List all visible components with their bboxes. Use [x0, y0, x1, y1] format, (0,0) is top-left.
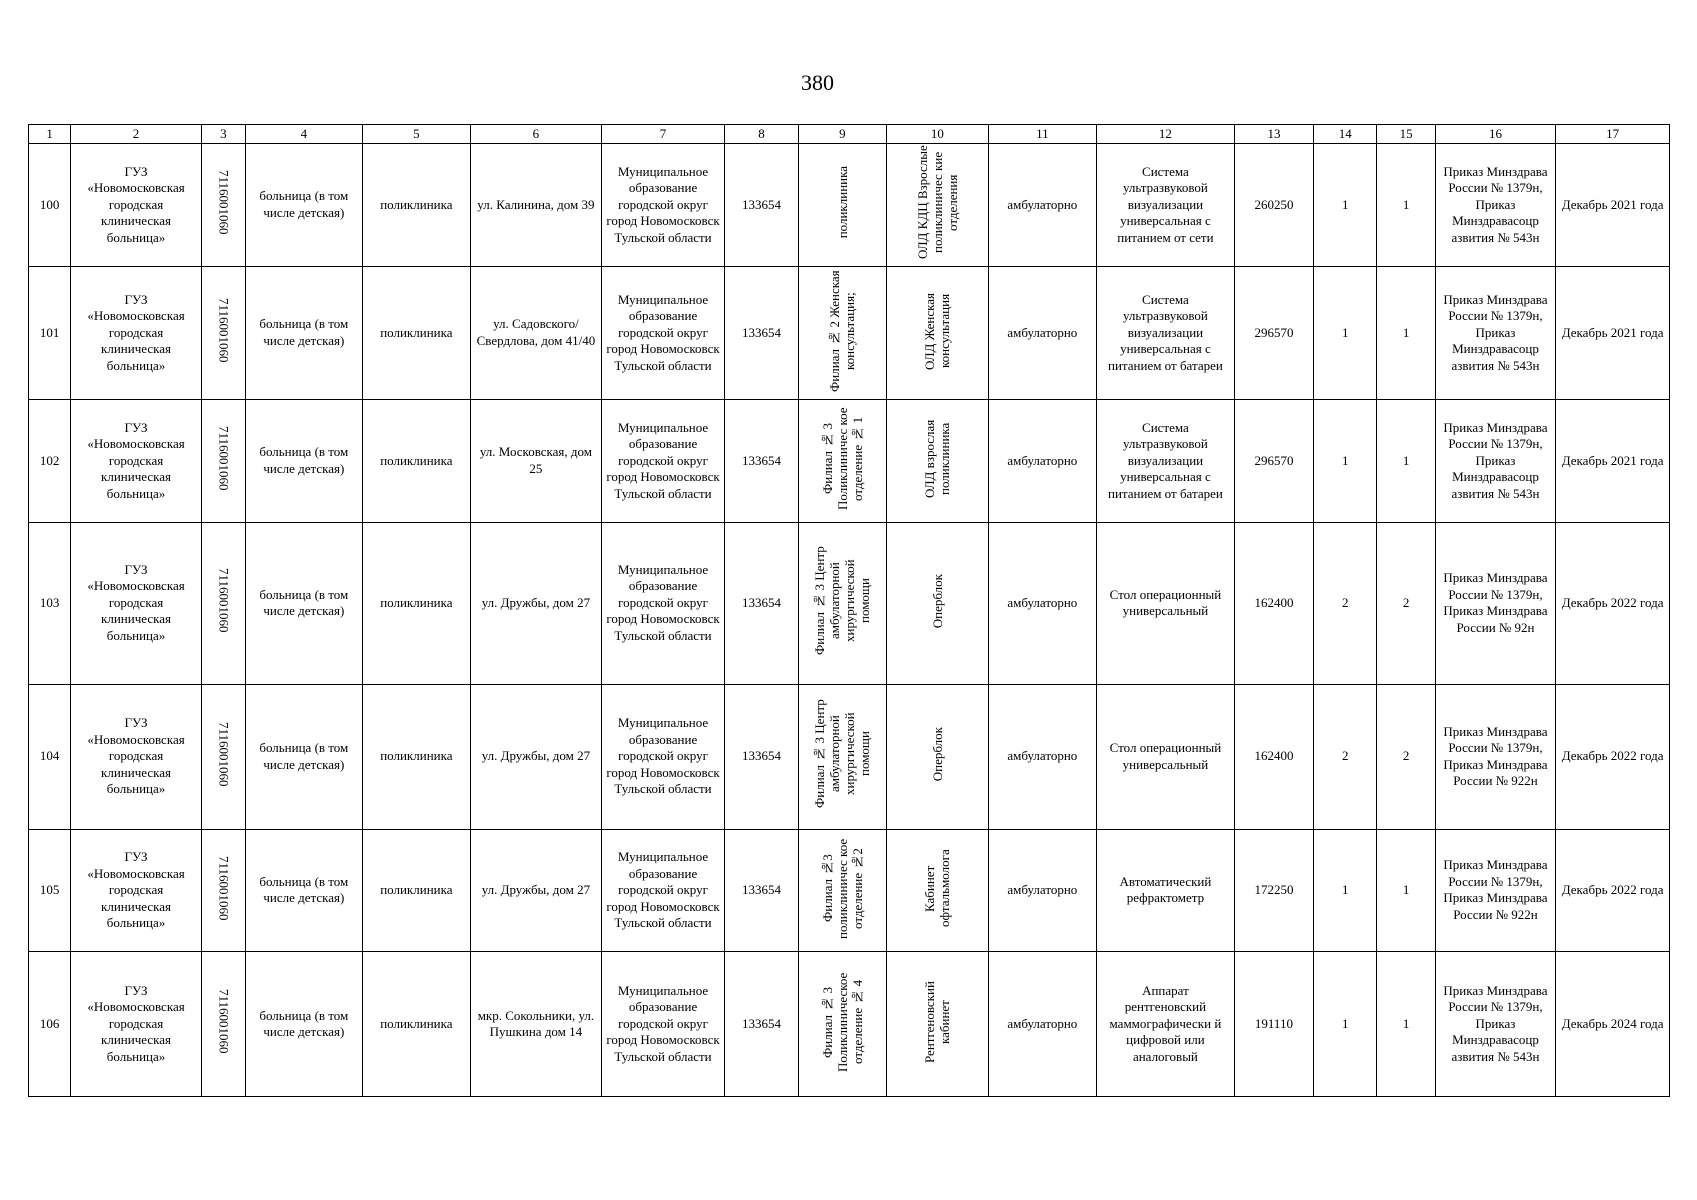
equipment-name: Система ультразвуковой визуализации универсальная с питанием от сети	[1097, 144, 1235, 267]
row-number: 100	[29, 144, 71, 267]
equipment-code: 172250	[1234, 829, 1313, 952]
care-form: амбулаторно	[988, 144, 1097, 267]
equipment-code: 260250	[1234, 144, 1313, 267]
quantity-required: 1	[1314, 144, 1377, 267]
care-form: амбулаторно	[988, 684, 1097, 829]
table-row	[29, 522, 1670, 684]
municipality: Муниципальное образование городской округ город Новомосковск Тульской области	[601, 952, 725, 1097]
column-header: 15	[1377, 125, 1435, 144]
department-name: ОЛД КДЦ Взрослые поликлиничес кие отделения	[914, 145, 960, 260]
oktmo-code: 133654	[725, 144, 798, 267]
equipment-code: 162400	[1234, 684, 1313, 829]
inn-code: 7116001060	[216, 989, 232, 1055]
column-header: 1	[29, 125, 71, 144]
column-header: 14	[1314, 125, 1377, 144]
inn-cell	[201, 400, 245, 523]
care-form: амбулаторно	[988, 952, 1097, 1097]
municipality: Муниципальное образование городской округ город Новомосковск Тульской области	[601, 144, 725, 267]
organization-type: больница (в том числе детская)	[246, 266, 363, 400]
table-row	[29, 952, 1670, 1097]
care-form: амбулаторно	[988, 266, 1097, 400]
municipality: Муниципальное образование городской округ город Новомосковск Тульской области	[601, 266, 725, 400]
branch-name: Филиал №3 поликлиничес кое отделение №2	[819, 837, 865, 939]
quantity-required: 2	[1314, 684, 1377, 829]
equipment-code: 191110	[1234, 952, 1313, 1097]
quantity-planned: 2	[1377, 522, 1435, 684]
inn-cell	[201, 144, 245, 267]
regulation-order: Приказ Минздрава России № 1379н, Приказ Минздравасоцр азвития № 543н	[1435, 952, 1556, 1097]
deadline-date: Декабрь 2022 года	[1556, 522, 1670, 684]
quantity-planned: 2	[1377, 684, 1435, 829]
column-number-row	[29, 125, 1670, 144]
subdivision-type: поликлиника	[362, 829, 471, 952]
column-header: 5	[362, 125, 471, 144]
inn-code: 7116001060	[216, 298, 232, 363]
deadline-date: Декабрь 2021 года	[1556, 266, 1670, 400]
quantity-planned: 1	[1377, 952, 1435, 1097]
organization-type: больница (в том числе детская)	[246, 684, 363, 829]
department-cell	[887, 144, 988, 267]
column-header: 9	[798, 125, 886, 144]
organization-type: больница (в том числе детская)	[246, 144, 363, 267]
deadline-date: Декабрь 2022 года	[1556, 684, 1670, 829]
row-number: 102	[29, 400, 71, 523]
branch-name: Филиал № 3 Центр амбулаторной хирургической помощи	[812, 699, 873, 809]
municipality: Муниципальное образование городской округ город Новомосковск Тульской области	[601, 684, 725, 829]
subdivision-type: поликлиника	[362, 522, 471, 684]
quantity-required: 1	[1314, 952, 1377, 1097]
equipment-code: 296570	[1234, 400, 1313, 523]
table-row	[29, 829, 1670, 952]
subdivision-type: поликлиника	[362, 400, 471, 523]
inn-cell	[201, 829, 245, 952]
table-row	[29, 266, 1670, 400]
regulation-order: Приказ Минздрава России № 1379н, Приказ Минздрава России № 92н	[1435, 522, 1556, 684]
column-header: 8	[725, 125, 798, 144]
department-name: Рентгеновский кабинет	[922, 980, 953, 1063]
organization-name: ГУЗ «Новомосковская городская клиническая больница»	[71, 144, 202, 267]
quantity-planned: 1	[1377, 266, 1435, 400]
care-form: амбулаторно	[988, 400, 1097, 523]
regulation-order: Приказ Минздрава России № 1379н, Приказ Минздрава России № 922н	[1435, 684, 1556, 829]
department-cell	[887, 400, 988, 523]
column-header: 12	[1097, 125, 1235, 144]
oktmo-code: 133654	[725, 952, 798, 1097]
municipality: Муниципальное образование городской округ город Новомосковск Тульской области	[601, 400, 725, 523]
department-name: ОЛД взрослая поликлиника	[922, 419, 953, 498]
column-header: 13	[1234, 125, 1313, 144]
inn-cell	[201, 952, 245, 1097]
branch-cell	[798, 952, 886, 1097]
quantity-planned: 1	[1377, 144, 1435, 267]
equipment-name: Система ультразвуковой визуализации универсальная с питанием от батареи	[1097, 266, 1235, 400]
equipment-name: Автоматический рефрактометр	[1097, 829, 1235, 952]
organization-name: ГУЗ «Новомосковская городская клиническая больница»	[71, 684, 202, 829]
organization-type: больница (в том числе детская)	[246, 829, 363, 952]
column-header: 10	[887, 125, 988, 144]
equipment-name: Стол операционный универсальный	[1097, 522, 1235, 684]
quantity-required: 1	[1314, 266, 1377, 400]
organization-name: ГУЗ «Новомосковская городская клиническая больница»	[71, 266, 202, 400]
care-form: амбулаторно	[988, 829, 1097, 952]
organization-name: ГУЗ «Новомосковская городская клиническая больница»	[71, 400, 202, 523]
branch-name: Филиал № 3 Центр амбулаторной хирургической помощи	[812, 546, 873, 656]
organization-type: больница (в том числе детская)	[246, 400, 363, 523]
inn-cell	[201, 266, 245, 400]
branch-name: Филиал № 3 Поликлиничес кое отделение № 1	[819, 407, 865, 510]
organization-name: ГУЗ «Новомосковская городская клиническая больница»	[71, 522, 202, 684]
oktmo-code: 133654	[725, 522, 798, 684]
equipment-name: Аппарат рентгеновский маммографически й цифровой или аналоговый	[1097, 952, 1235, 1097]
address: ул. Калинина, дом 39	[471, 144, 602, 267]
table-row	[29, 400, 1670, 523]
branch-cell	[798, 684, 886, 829]
department-cell	[887, 952, 988, 1097]
deadline-date: Декабрь 2024 года	[1556, 952, 1670, 1097]
inn-code: 7116001060	[216, 568, 232, 634]
row-number: 101	[29, 266, 71, 400]
equipment-table	[28, 124, 1670, 1097]
oktmo-code: 133654	[725, 266, 798, 400]
regulation-order: Приказ Минздрава России № 1379н, Приказ Минздравасоцр азвития № 543н	[1435, 400, 1556, 523]
municipality: Муниципальное образование городской округ город Новомосковск Тульской области	[601, 829, 725, 952]
column-header: 4	[246, 125, 363, 144]
column-header: 17	[1556, 125, 1670, 144]
organization-type: больница (в том числе детская)	[246, 952, 363, 1097]
inn-code: 7116001060	[216, 426, 232, 491]
quantity-required: 1	[1314, 829, 1377, 952]
branch-cell	[798, 144, 886, 267]
column-header: 2	[71, 125, 202, 144]
address: ул. Дружбы, дом 27	[471, 829, 602, 952]
quantity-planned: 1	[1377, 400, 1435, 523]
subdivision-type: поликлиника	[362, 144, 471, 267]
care-form: амбулаторно	[988, 522, 1097, 684]
address: мкр. Сокольники, ул. Пушкина дом 14	[471, 952, 602, 1097]
organization-type: больница (в том числе детская)	[246, 522, 363, 684]
branch-cell	[798, 400, 886, 523]
organization-name: ГУЗ «Новомосковская городская клиническая больница»	[71, 829, 202, 952]
oktmo-code: 133654	[725, 829, 798, 952]
row-number: 104	[29, 684, 71, 829]
deadline-date: Декабрь 2021 года	[1556, 144, 1670, 267]
address: ул. Московская, дом 25	[471, 400, 602, 523]
regulation-order: Приказ Минздрава России № 1379н, Приказ Минздравасоцр азвития № 543н	[1435, 144, 1556, 267]
column-header: 11	[988, 125, 1097, 144]
column-header: 7	[601, 125, 725, 144]
deadline-date: Декабрь 2022 года	[1556, 829, 1670, 952]
branch-name: Филиал № 2 Женская консультация;	[827, 269, 858, 392]
inn-cell	[201, 522, 245, 684]
equipment-name: Система ультразвуковой визуализации универсальная с питанием от батареи	[1097, 400, 1235, 523]
equipment-code: 296570	[1234, 266, 1313, 400]
department-cell	[887, 522, 988, 684]
branch-cell	[798, 266, 886, 400]
page-number: 380	[801, 70, 834, 95]
table-row	[29, 684, 1670, 829]
department-name: Оперблок	[929, 727, 945, 782]
branch-cell	[798, 522, 886, 684]
municipality: Муниципальное образование городской округ город Новомосковск Тульской области	[601, 522, 725, 684]
deadline-date: Декабрь 2021 года	[1556, 400, 1670, 523]
oktmo-code: 133654	[725, 400, 798, 523]
column-header: 6	[471, 125, 602, 144]
address: ул. Дружбы, дом 27	[471, 522, 602, 684]
department-name: Кабинет офтальмолога	[922, 849, 953, 927]
oktmo-code: 133654	[725, 684, 798, 829]
department-cell	[887, 684, 988, 829]
address: ул. Садовского/Свердлова, дом 41/40	[471, 266, 602, 400]
department-name: ОЛД Женская консультация	[922, 291, 953, 370]
inn-code: 7116001060	[216, 721, 232, 787]
row-number: 105	[29, 829, 71, 952]
subdivision-type: поликлиника	[362, 952, 471, 1097]
inn-code: 7116001060	[216, 170, 232, 235]
subdivision-type: поликлиника	[362, 266, 471, 400]
row-number: 103	[29, 522, 71, 684]
address: ул. Дружбы, дом 27	[471, 684, 602, 829]
equipment-name: Стол операционный универсальный	[1097, 684, 1235, 829]
quantity-required: 1	[1314, 400, 1377, 523]
inn-code: 7116001060	[216, 855, 232, 921]
department-cell	[887, 266, 988, 400]
column-header: 3	[201, 125, 245, 144]
regulation-order: Приказ Минздрава России № 1379н, Приказ Минздравасоцр азвития № 543н	[1435, 266, 1556, 400]
table-row	[29, 144, 1670, 267]
department-name: Оперблок	[929, 573, 945, 628]
regulation-order: Приказ Минздрава России № 1379н, Приказ Минздрава России № 922н	[1435, 829, 1556, 952]
organization-name: ГУЗ «Новомосковская городская клиническая больница»	[71, 952, 202, 1097]
inn-cell	[201, 684, 245, 829]
department-cell	[887, 829, 988, 952]
branch-name: поликлиника	[834, 166, 850, 239]
column-header: 16	[1435, 125, 1556, 144]
subdivision-type: поликлиника	[362, 684, 471, 829]
quantity-planned: 1	[1377, 829, 1435, 952]
branch-name: Филиал № 3 Поликлиническое отделение № 4	[819, 972, 865, 1072]
row-number: 106	[29, 952, 71, 1097]
equipment-code: 162400	[1234, 522, 1313, 684]
branch-cell	[798, 829, 886, 952]
quantity-required: 2	[1314, 522, 1377, 684]
